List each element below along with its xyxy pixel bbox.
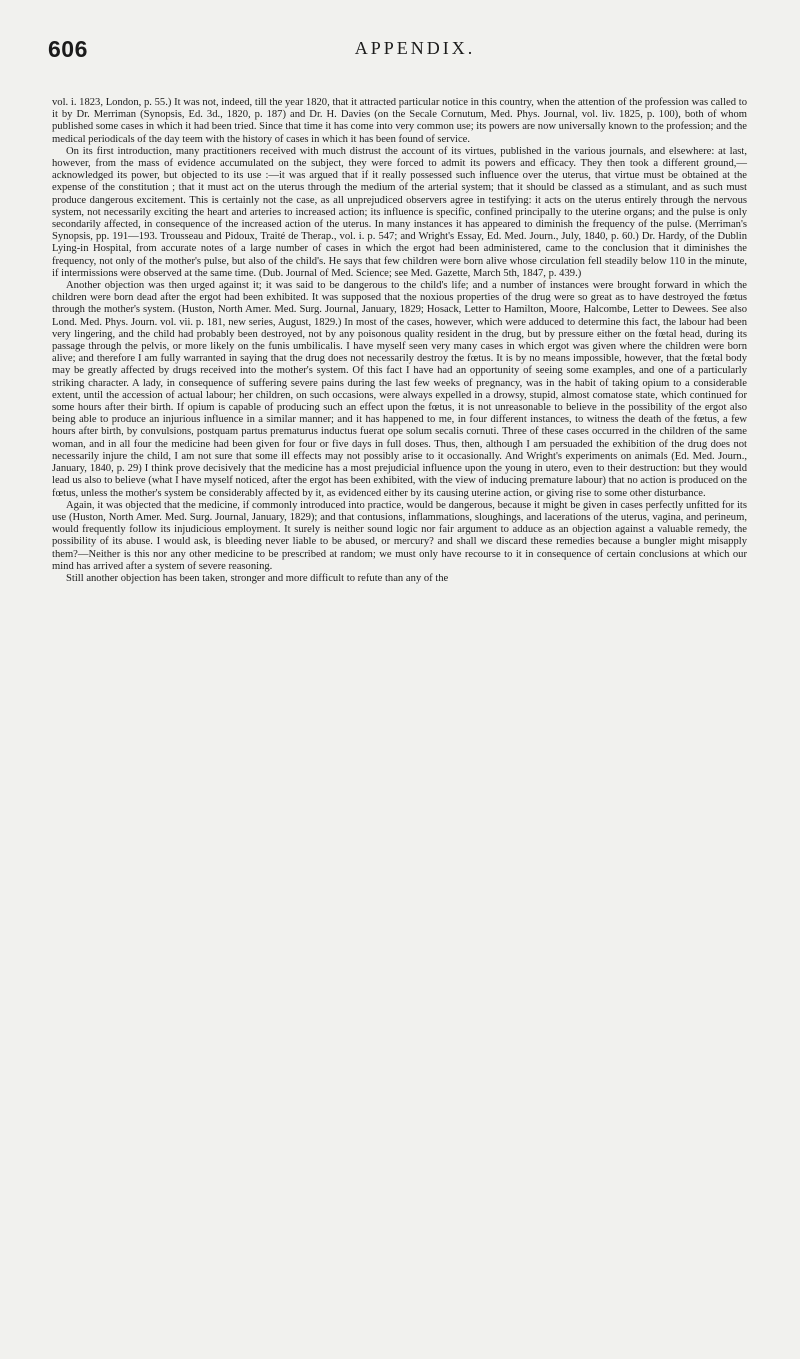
page-header xyxy=(48,36,752,64)
paragraph: On its first introduction, many practitioners received with much distrust the account of its virtues, published in the various journals, and elsewhere: at last, however, from the mass of evidence accumulated on the subject, they were forced to admit its powers and efficacy. They then took a different ground,—acknowledged its power, but objected to its use :—it was argued that if it really possessed such influence over the uterus, that virtue must be obtained at the expense of the constitution ; that it must act on the uterus through the medium of the arterial system; that it should be classed as a stimulant, and as such must produce dangerous excitement. This is certainly not the case, as all unprejudiced observers agree in testifying: it acts on the uterus entirely through the nervous system, not necessarily exciting the heart and arteries to increased action; its influence is specific, confined principally to the uterine organs; and the pulse is only secondarily affected, in consequence of the increased action of the uterus. In many instances it has appeared to diminish the frequency of the pulse. (Merriman's Synopsis, pp. 191—193. Trousseau and Pidoux, Traité de Therap., vol. i. p. 547; and Wright's Essay, Ed. Med. Journ., July, 1840, p. 60.) Dr. Hardy, of the Dublin Lying-in Hospital, from accurate notes of a large number of cases in which the ergot had been administered, came to the conclusion that it diminishes the frequency, not only of the mother's pulse, but also of the child's. He says that few children were born alive whose circulation fell steadily below 110 in the minute, if intermissions were observed at the same time. (Dub. Journal of Med. Science; see Med. Gazette, March 5th, 1847, p. 439.) xyxy=(52,145,747,279)
running-head: APPENDIX. xyxy=(354,38,476,58)
paragraph: Again, it was objected that the medicine, if commonly introduced into practice, would be dangerous, because it might be given in cases perfectly unfitted for its use (Huston, North Amer. Med. Surg. Journal, January, 1829); and that contusions, inflammations, sloughings, and lacerations of the uterus, vagina, and perineum, would frequently follow its injudicious employment. It surely is neither sound logic nor fair argument to adduce as an objection against a valuable remedy, the possibility of its abuse. I would ask, is bleeding never liable to be abused, or mercury? and shall we discard these remedies because a bungler might misapply them?—Neither is this nor any other medicine to be prescribed at random; we must only have recourse to it in consequence of certain conclusions at which our mind has arrived after a system of severe reasoning. xyxy=(52,499,747,572)
page-number: 606 xyxy=(48,36,88,62)
body-text xyxy=(52,97,747,585)
paragraph: vol. i. 1823, London, p. 55.) It was not, indeed, till the year 1820, that it attracted particular notice in this country, when the attention of the profession was called to it by Dr. Merriman (Synopsis, Ed. 3d., 1820, p. 187) and Dr. H. Davies (on the Secale Cornutum, Med. Phys. Journal, vol. liv. 1825, p. 100), both of whom published some cases in which it had been tried. Since that time it has come into very common use; its powers are now universally known to the profession; and the medical periodicals of the day teem with the history of cases in which it has been found of service. xyxy=(52,97,747,145)
paragraph: Still another objection has been taken, stronger and more difficult to refute than any of the xyxy=(66,572,449,584)
paragraph: Another objection was then urged against it; it was said to be dangerous to the child's life; and a number of instances were brought forward in which the children were born dead after the ergot had been exhibited. It was supposed that the noxious properties of the drug were so great as to have destroyed the fœtus through the mother's system. (Huston, North Amer. Med. Surg. Journal, January, 1829; Hosack, Letter to Hamilton, Moore, Halcombe, Letter to Dewees. See also Lond. Med. Phys. Journ. vol. vii. p. 181, new series, August, 1829.) In most of the cases, however, which were adduced to determine this fact, the labour had been very lingering, and the child had probably been destroyed, not by any poisonous quality resident in the drug, but by pressure either on the fœtal head, during its passage through the pelvis, or more likely on the funis umbilicalis. I have myself seen very many cases in which ergot was given where the children were born alive; and therefore I am fully warranted in saying that the drug does not necessarily destroy the fœtus. It is by no means impossible, however, that the fœtal body may be greatly affected by drugs received into the mother's system. Of this fact I have had an opportunity of seeing some examples, and one of a particularly striking character. A lady, in consequence of suffering severe pains during the last few weeks of pregnancy, was in the habit of taking opium to a considerable extent, until the accession of actual labour; her children, on such occasions, were always expelled in a drowsy, stupid, almost comatose state, which continued for some hours after their birth. If opium is capable of producing such an effect upon the fœtus, it is not unreasonable to believe in the possibility of the ergot also being able to produce an injurious influence in a similar manner; and it has happened to me, in four different instances, to witness the death of the fœtus, a few hours after birth, by convulsions, postquam partus prematurus inductus fuerat ope solum secalis cornuti. Three of these cases occurred in the children of the same woman, and in all four the medicine had been given for four or five days in full doses. Thus, then, although I am persuaded the exhibition of the drug does not necessarily injure the child, I am not sure that some ill effects may not possibly arise to it occasionally. And Wright's experiments on animals (Ed. Med. Journ., January, 1840, p. 29) I think prove decisively that the medicine has a most prejudicial influence upon the young in utero, even to their destruction: but they would lead us also to believe (what I have myself noticed, after the ergot has been exhibited, with the view of inducing premature labour) that no action is produced on the fœtus, unless the mother's system be considerably affected by it, as evidenced either by its causing uterine action, or giving rise to some other disturbance. xyxy=(52,280,747,499)
